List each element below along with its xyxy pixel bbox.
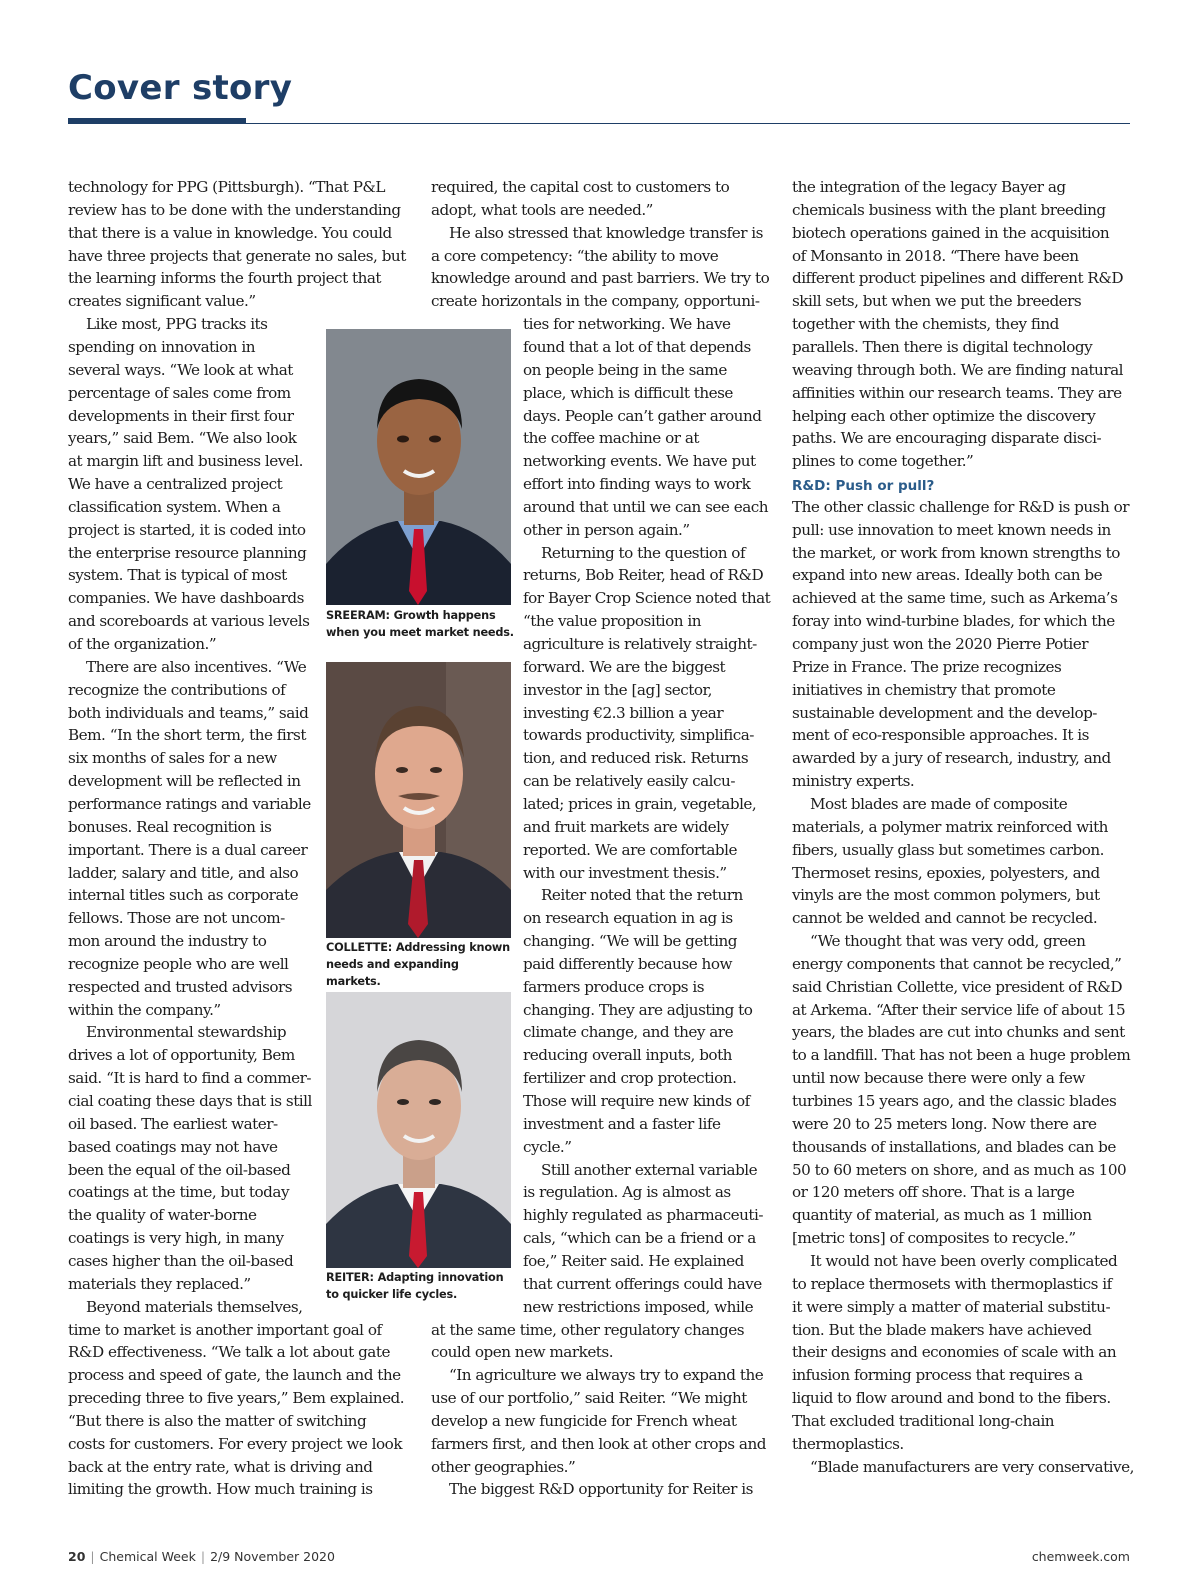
body-text-line: climate change, and they are <box>523 1023 734 1042</box>
body-text-line: on people being in the same <box>523 360 727 379</box>
body-text-line: with our investment thesis.” <box>523 863 727 882</box>
body-text-line: forward. We are the biggest <box>523 657 726 676</box>
portrait-sreeram-image <box>326 329 511 605</box>
body-text-line: biotech operations gained in the acquisition <box>792 223 1110 242</box>
body-text-line: plines to come together.” <box>792 452 974 471</box>
body-text-line: coatings is very high, in many <box>68 1229 284 1248</box>
body-text-line: that current offerings could have <box>523 1274 762 1293</box>
body-text-line: to replace thermosets with thermoplastics if <box>792 1274 1112 1293</box>
body-text-line: turbines 15 years ago, and the classic blades <box>792 1092 1117 1110</box>
body-text-line: changing. They are adjusting to <box>523 1000 753 1019</box>
body-text-line: around that until we can see each <box>523 497 769 516</box>
body-text-line: spending on innovation in <box>68 337 255 356</box>
body-text-line: on research equation in ag is <box>523 909 733 928</box>
body-text-line: 50 to 60 meters on shore, and as much as 100 <box>792 1160 1127 1179</box>
body-text-line: the coffee machine or at <box>523 429 699 448</box>
body-text-line: for Bayer Crop Science noted that <box>523 589 771 608</box>
body-text-line: helping each other optimize the discovery <box>792 406 1096 425</box>
body-text-line: pull: use innovation to meet known needs in <box>792 520 1111 539</box>
caption-name: SREERAM: <box>326 609 390 622</box>
body-text-line: chemicals business with the plant breeding <box>792 200 1106 219</box>
body-text-line: been the equal of the oil-based <box>68 1160 291 1179</box>
body-text-line: The biggest R&D opportunity for Reiter is <box>449 1480 753 1499</box>
body-text-line: ment of eco-responsible approaches. It is <box>792 726 1089 745</box>
body-text-line: thousands of installations, and blades can be <box>792 1137 1116 1156</box>
body-text-line: review has to be done with the understanding <box>68 200 401 219</box>
body-text-line: their designs and economies of scale with an <box>792 1343 1117 1362</box>
footer-separator: | <box>200 1549 206 1564</box>
body-text-line: networking events. We have put <box>523 452 756 471</box>
body-text-line: It would not have been overly complicated <box>810 1251 1118 1270</box>
issue-date: 2/9 November 2020 <box>210 1549 335 1564</box>
body-text-line: the enterprise resource planning <box>68 543 307 562</box>
caption-reiter <box>326 1269 516 1303</box>
body-text-line: mon around the industry to <box>68 932 267 951</box>
body-text-line: fertilizer and crop protection. <box>523 1069 737 1088</box>
body-text-line: limiting the growth. How much training is <box>68 1480 373 1499</box>
body-text-line: develop a new fungicide for French wheat <box>431 1411 737 1430</box>
body-text-line: several ways. “We look at what <box>68 360 293 379</box>
body-text-line: thermoplastics. <box>792 1434 904 1453</box>
body-text-line: recognize the contributions of <box>68 680 286 699</box>
body-text-line: different product pipelines and different R&D <box>792 269 1124 288</box>
body-text-line: investing €2.3 billion a year <box>523 703 724 722</box>
body-text-line: performance ratings and variable <box>68 794 311 813</box>
body-text-line: expand into new areas. Ideally both can be <box>792 566 1103 585</box>
body-text-line: Returning to the question of <box>541 543 746 562</box>
body-text-line: required, the capital cost to customers to <box>431 178 730 196</box>
caption-name: REITER: <box>326 1271 374 1284</box>
body-text-line: based coatings may not have <box>68 1137 278 1156</box>
section-title: Cover story <box>68 68 293 108</box>
body-text-line: investor in the [ag] sector, <box>523 680 712 699</box>
body-text-line: project is started, it is coded into <box>68 520 306 539</box>
body-text-line: both individuals and teams,” said <box>68 703 309 722</box>
body-text-line: Bem. “In the short term, the first <box>68 726 306 745</box>
body-text-line: foray into wind-turbine blades, for which the <box>792 612 1115 631</box>
body-text-line: recognize people who are well <box>68 954 289 973</box>
body-text-line: cial coating these days that is still <box>68 1092 312 1110</box>
body-text-line: time to market is another important goal of <box>68 1320 382 1339</box>
body-text-line: We have a centralized project <box>68 475 283 494</box>
portrait-reiter <box>326 992 511 1268</box>
body-text-line: other in person again.” <box>523 520 690 539</box>
body-text-line: together with the chemists, they find <box>792 315 1059 334</box>
body-text-line: awarded by a jury of research, industry, and <box>792 749 1111 768</box>
body-text-line: effort into finding ways to work <box>523 475 751 494</box>
body-text-line: Still another external variable <box>541 1160 758 1179</box>
body-text-line: tion, and reduced risk. Returns <box>523 749 749 768</box>
body-text-line: highly regulated as pharmaceuti- <box>523 1206 764 1225</box>
body-text-line: “In agriculture we always try to expand the <box>449 1366 764 1385</box>
body-text-line: “But there is also the matter of switching <box>68 1411 367 1430</box>
body-text-line: ministry experts. <box>792 772 915 791</box>
footer-separator: | <box>90 1549 95 1564</box>
body-text-line: investment and a faster life <box>523 1114 721 1133</box>
body-text-line: energy components that cannot be recycled,” <box>792 954 1122 973</box>
body-text-line: R&D effectiveness. “We talk a lot about gate <box>68 1343 390 1362</box>
body-text-line: important. There is a dual career <box>68 840 308 859</box>
publication-name: Chemical Week <box>99 1549 196 1564</box>
body-text-line: of the organization.” <box>68 635 217 653</box>
body-text-line: bonuses. Real recognition is <box>68 817 272 836</box>
body-text-line: system. That is typical of most <box>68 566 287 585</box>
body-text-line: fellows. Those are not uncom- <box>68 909 285 928</box>
body-text-line: until now because there were only a few <box>792 1069 1085 1088</box>
body-text-line: percentage of sales come from <box>68 383 291 402</box>
body-text-line: at the same time, other regulatory changes <box>431 1320 745 1339</box>
body-text-line: place, which is difficult these <box>523 383 733 402</box>
body-text-line: weaving through both. We are finding natural <box>792 360 1123 379</box>
body-text-line: days. People can’t gather around <box>523 406 762 425</box>
body-text-line: of Monsanto in 2018. “There have been <box>792 246 1079 265</box>
body-text-line: a core competency: “the ability to move <box>431 246 719 265</box>
page-number: 20 <box>68 1549 86 1564</box>
caption-text: Growth happens when you meet market needs. <box>326 609 514 639</box>
body-text-line: ties for networking. We have <box>523 315 731 334</box>
body-text-line: knowledge around and past barriers. We try to <box>431 269 770 288</box>
website-url: chemweek.com <box>1031 1549 1130 1564</box>
body-text-line: sustainable development and the develop- <box>792 703 1097 722</box>
body-text-line: to a landfill. That has not been a huge problem <box>792 1046 1131 1065</box>
body-text-line: classification system. When a <box>68 497 281 516</box>
section-subhead: R&D: Push or pull? <box>792 478 935 495</box>
portrait-reiter-image <box>326 992 511 1268</box>
body-text-line: coatings at the time, but today <box>68 1183 290 1202</box>
body-text-line: farmers produce crops is <box>523 977 705 996</box>
body-text-line: farmers first, and then look at other crops and <box>431 1434 766 1453</box>
body-text-line: materials, a polymer matrix reinforced with <box>792 817 1108 836</box>
body-text-line: There are also incentives. “We <box>86 657 307 676</box>
body-text-line: oil based. The earliest water- <box>68 1114 278 1133</box>
portrait-collette-image <box>326 662 511 938</box>
body-text-line: fibers, usually glass but sometimes carbon. <box>792 840 1105 859</box>
body-text-line: drives a lot of opportunity, Bem <box>68 1046 295 1065</box>
body-text-line: respected and trusted advisors <box>68 977 293 996</box>
body-text-line: cannot be welded and cannot be recycled. <box>792 909 1098 928</box>
body-text-line: cycle.” <box>523 1137 572 1156</box>
body-text-line: Thermoset resins, epoxies, polyesters, and <box>792 863 1100 882</box>
body-text-line: achieved at the same time, such as Arkema’s <box>792 589 1118 608</box>
body-text-line: The other classic challenge for R&D is push or <box>792 497 1129 516</box>
body-text-line: [metric tons] of composites to recycle.” <box>792 1229 1076 1248</box>
caption-sreeram <box>326 607 516 641</box>
body-text-line: can be relatively easily calcu- <box>523 772 735 791</box>
body-text-line: found that a lot of that depends <box>523 337 751 356</box>
body-text-line: reducing overall inputs, both <box>523 1046 732 1065</box>
body-text-line: vinyls are the most common polymers, but <box>792 886 1100 905</box>
header-rule-accent <box>68 118 246 124</box>
body-text-line: costs for customers. For every project we look <box>68 1434 403 1453</box>
body-text-line: and fruit markets are widely <box>523 817 729 836</box>
body-text-line: the learning informs the fourth project that <box>68 269 382 288</box>
body-text-line: Prize in France. The prize recognizes <box>792 657 1062 676</box>
body-text-line: lated; prices in grain, vegetable, <box>523 794 757 813</box>
body-text-line: initiatives in chemistry that promote <box>792 680 1056 699</box>
body-text-line: Reiter noted that the return <box>541 886 743 905</box>
body-text-line: cals, “which can be a friend or a <box>523 1229 756 1248</box>
body-text-line: the quality of water-borne <box>68 1206 257 1225</box>
body-text-line: skill sets, but when we put the breeders <box>792 292 1082 311</box>
body-text-line: internal titles such as corporate <box>68 886 299 905</box>
body-text-line: paid differently because how <box>523 954 732 973</box>
body-text-line: reported. We are comfortable <box>523 840 737 859</box>
caption-text: Addressing known needs and expanding markets. <box>326 941 510 988</box>
body-text-line: and scoreboards at various levels <box>68 612 310 631</box>
body-text-line: ladder, salary and title, and also <box>68 863 299 882</box>
body-text-line: create horizontals in the company, opportuni- <box>431 292 760 311</box>
body-text-line: six months of sales for a new <box>68 749 277 768</box>
body-text-line: the market, or work from known strengths to <box>792 543 1120 562</box>
body-text-line: Most blades are made of composite <box>810 794 1068 813</box>
body-text-line: said. “It is hard to find a commer- <box>68 1069 312 1088</box>
body-text-line: Beyond materials themselves, <box>86 1297 303 1316</box>
body-text-line: preceding three to five years,” Bem explained. <box>68 1389 405 1408</box>
body-text-line: years, the blades are cut into chunks and sent <box>792 1023 1125 1042</box>
body-text-line: Environmental stewardship <box>86 1023 287 1042</box>
body-text-line: creates significant value.” <box>68 292 256 311</box>
body-text-line: quantity of material, as much as 1 million <box>792 1206 1092 1225</box>
body-text-line: it were simply a matter of material substitu- <box>792 1297 1111 1316</box>
body-text-line: “the value proposition in <box>523 612 702 631</box>
body-text-line: affinities within our research teams. They are <box>792 383 1122 402</box>
body-text-line: foe,” Reiter said. He explained <box>523 1251 744 1270</box>
body-text-line: towards productivity, simplifica- <box>523 726 754 745</box>
body-text-line: cases higher than the oil-based <box>68 1251 294 1270</box>
body-text-line: within the company.” <box>68 1000 221 1019</box>
body-text-line: companies. We have dashboards <box>68 589 304 608</box>
body-text-line: have three projects that generate no sales, but <box>68 246 406 265</box>
portrait-sreeram <box>326 329 511 605</box>
body-text-line: parallels. Then there is digital technology <box>792 337 1093 356</box>
body-text-line: returns, Bob Reiter, head of R&D <box>523 566 764 585</box>
portrait-collette <box>326 662 511 938</box>
caption-collette <box>326 939 516 990</box>
body-text-line: Like most, PPG tracks its <box>86 315 268 334</box>
body-text-line: process and speed of gate, the launch and the <box>68 1366 401 1385</box>
body-text-line: new restrictions imposed, while <box>523 1297 754 1316</box>
body-text-line: years,” said Bem. “We also look <box>68 429 297 448</box>
body-text-line: adopt, what tools are needed.” <box>431 200 653 219</box>
body-text-line: at margin lift and business level. <box>68 452 303 471</box>
body-text-line: technology for PPG (Pittsburgh). “That P&L <box>68 178 386 196</box>
body-text-line: said Christian Collette, vice president of R&D <box>792 977 1123 996</box>
body-text-line: development will be reflected in <box>68 772 301 791</box>
body-text-line: or 120 meters off shore. That is a large <box>792 1183 1075 1202</box>
body-text-line: Those will require new kinds of <box>523 1092 750 1110</box>
body-text-line: infusion forming process that requires a <box>792 1366 1083 1385</box>
body-text-line: that there is a value in knowledge. You could <box>68 223 392 242</box>
footer-left <box>68 1549 335 1564</box>
body-text-line: back at the entry rate, what is driving and <box>68 1457 373 1476</box>
body-text-line: materials they replaced.” <box>68 1274 251 1293</box>
body-text-line: He also stressed that knowledge transfer is <box>449 223 763 242</box>
caption-name: COLLETTE: <box>326 941 393 954</box>
body-text-line: tion. But the blade makers have achieved <box>792 1320 1092 1339</box>
body-text-line: That excluded traditional long-chain <box>792 1411 1055 1430</box>
body-text-line: “Blade manufacturers are very conservative, <box>810 1457 1134 1476</box>
body-text-line: liquid to flow around and bond to the fibers. <box>792 1389 1111 1408</box>
body-text-line: use of our portfolio,” said Reiter. “We might <box>431 1389 747 1408</box>
body-text-line: developments in their first four <box>68 406 294 425</box>
body-text-line: is regulation. Ag is almost as <box>523 1183 731 1202</box>
body-text-line: changing. “We will be getting <box>523 932 737 951</box>
body-text-line: “We thought that was very odd, green <box>810 932 1086 951</box>
body-text-line: at Arkema. “After their service life of about 15 <box>792 1000 1126 1019</box>
body-text-line: were 20 to 25 meters long. Now there are <box>792 1114 1097 1133</box>
body-text-line: other geographies.” <box>431 1457 576 1476</box>
body-text-line: the integration of the legacy Bayer ag <box>792 178 1066 196</box>
body-text-line: agriculture is relatively straight- <box>523 635 757 653</box>
body-text-line: paths. We are encouraging disparate disci- <box>792 429 1102 448</box>
body-text-line: company just won the 2020 Pierre Potier <box>792 635 1089 653</box>
body-text-line: could open new markets. <box>431 1343 614 1362</box>
caption-text: Adapting innovation to quicker life cycles. <box>326 1271 504 1301</box>
